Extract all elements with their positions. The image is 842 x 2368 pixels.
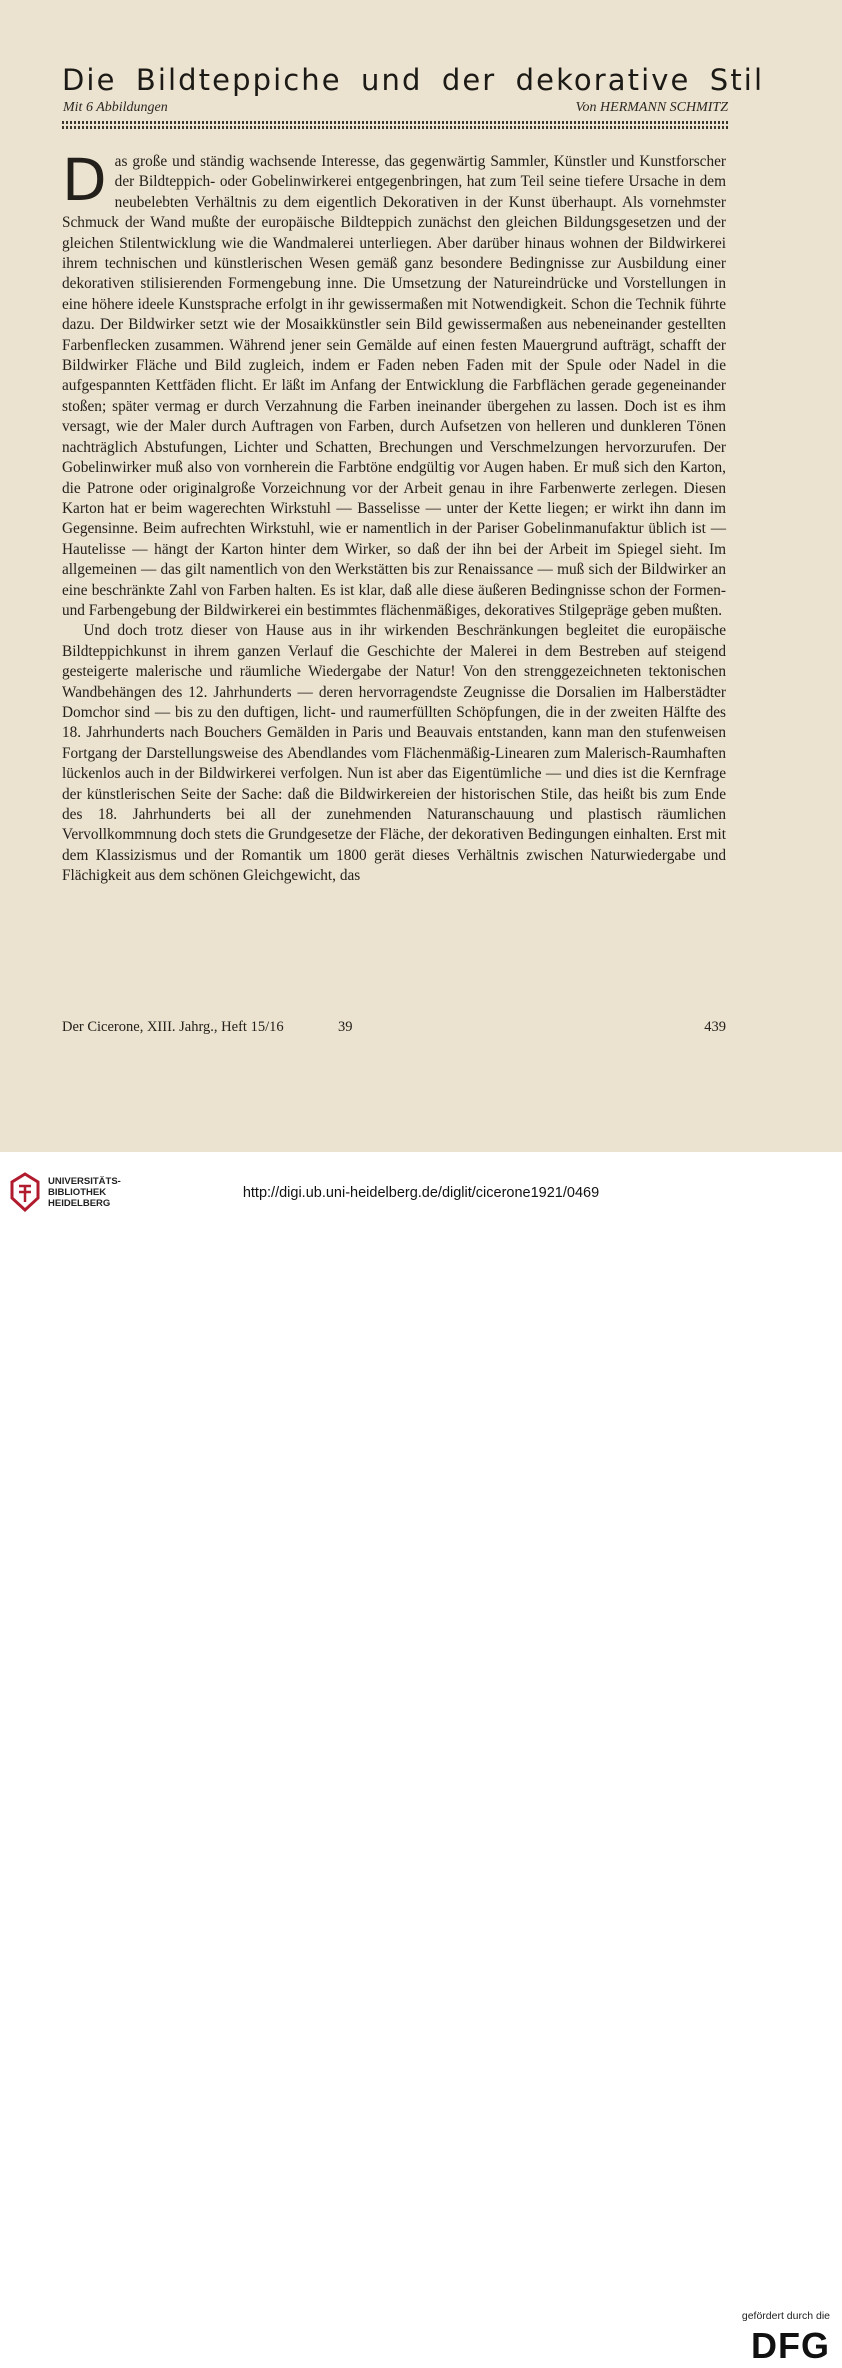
institution-line: HEIDELBERG — [48, 1198, 111, 1209]
dotted-rule — [62, 126, 728, 129]
institution-line: BIBLIOTHEK — [48, 1187, 107, 1198]
paragraph: Und doch trotz dieser von Hause aus in ihr wirkenden Beschränkungen begleitet die europäische Bildteppichkunst in ihrem ganzen Verlauf die Geschichte der Malerei in dem Bestreben auf steigend gesteigerte malerische und räumliche Wiedergabe der Natur! Von den strenggezeichneten tektonischen Wandbehängen des 12. Jahrhunderts — deren hervorragendste Zeugnisse die Dorsalien im Halberstädter Domchor sind — bis zu den duftigen, licht- und raumerfüllten Schöpfungen, die in der zweiten Hälfte des 18. Jahrhunderts nach Bouchers Gemälden in Paris und Beauvais entstanden, kann man den stufenweisen Fortgang der Darstellungsweise des Abendlandes vom Flächenmäßig-Linearen zum Malerisch-Raumhaften lückenlos auch in der Bildwirkerei verfolgen. Nun ist aber das Eigentümliche — und dies ist die Kernfrage der künstlerischen Seite der Sache: daß die Bildwirkereien der historischen Stile, das heißt bis zum Ende des 18. Jahrhunderts bei all der zunehmenden Naturanschauung und plastisch räumlichen Vervollkommnung doch stets die Grundgesetze der Fläche, der dekorativen Bedingungen einhalten. Erst mit dem Klassizismus und der Romantik um 1800 gerät dieses Verhältnis zwischen Naturwiedergabe und Flächigkeit aus dem schönen Gleichgewicht, das — [62, 622, 726, 885]
author-line: Von HERMANN SCHMITZ — [575, 100, 728, 115]
dotted-rule — [62, 121, 728, 124]
illustration-note: Mit 6 Abbildungen — [63, 100, 168, 115]
article-body — [62, 146, 726, 887]
journal-reference: Der Cicerone, XIII. Jahrg., Heft 15/16 — [62, 1019, 284, 1035]
paragraph-text: as große und ständig wachsende Interesse, das gegenwärtig Sammler, Künstler und Kunstforscher der Bildteppich- oder Gobelinwirkerei entgegenbringen, hat zum Teil seine tiefere Ursache in dem neubelebten Verhältnis zu dem eigentlich Dekorativen in der Kunst überhaupt. Als vornehmster Schmuck der Wand mußte der europäische Bildteppich zunächst den gleichen Bildungsgesetzen und der gleichen Stilentwicklung wie die Wandmalerei unterliegen. Aber darüber hinaus wohnen der Bildwirkerei ihrem technischen und künstlerischen Wesen gemäß ganz besondere Bedingnisse zur Ausbildung einer dekorativen stilisierenden Formengebung inne. Die Umsetzung der Natureindrücke und Vorstellungen in eine höhere ideele Kunstsprache erfolgt in ihr gewissermaßen mit Notwendigkeit. Schon die Technik führte dazu. Der Bildwirker setzt wie der Mosaikkünstler sein Bild gewissermaßen aus nebeneinander gestellten Farbenflecken zusammen. Während jener sein Gemälde auf einen festen Mauergrund aufträgt, schafft der Bildwirker Fläche und Bild zugleich, indem er Faden neben Faden mit der Spule oder Nadel in die aufgespannten Kettfäden flicht. Er läßt im Anfang der Entwicklung die Farbflächen gerade gegeneinander stoßen; später vermag er durch Verzahnung die Farben ineinander übergehen zu lassen. Doch ist es ihm versagt, wie der Maler durch Auftragen von Farben, durch Aufsetzen von helleren und dunkleren Tönen nachträglich Abstufungen, Lichter und Schatten, Brechungen und Verschmelzungen hervorzurufen. Der Gobelinwirker muß also von vornherein die Farbtöne endgültig vor Augen haben. Er muß sich den Karton, die Patrone oder originalgroße Vorzeichnung vor der Arbeit genau in ihre Farbenwerte zerlegen. Diesen Karton hat er beim wagerechten Wirkstuhl — Basselisse — unter der Kette liegen; er wirkt ihn dann im Gegensinne. Beim aufrechten Wirkstuhl, wie er namentlich in der Pariser Gobelinmanufaktur üblich ist — Hautelisse — hängt der Karton hinter dem Wirker, so daß der ihn bei der Arbeit im Spiegel sieht. Im allgemeinen — das gilt namentlich von den Werkstätten bis zur Renaissance — muß sich der Bildwirker an eine beschränkte Zahl von Farben halten. Es ist klar, daß alle diese äußeren Bedingnisse schon der Formen- und Farbengebung der Bildwirkerei ein bestimmtes flächenmäßiges, dekoratives Stilgepräge geben mußten. — [62, 153, 726, 619]
dfg-logo: DFG — [751, 2325, 830, 2366]
drop-cap: D — [62, 146, 107, 214]
institution-line: UNIVERSITÄTS- — [48, 1176, 121, 1187]
signature-mark: 39 — [338, 1019, 353, 1035]
funder-caption: gefördert durch die — [741, 2310, 830, 2322]
article-title: Die Bildteppiche und der dekorative Stil — [62, 63, 765, 97]
paragraph — [62, 146, 726, 621]
scanned-page — [0, 0, 842, 1152]
permalink[interactable]: http://digi.ub.uni-heidelberg.de/diglit/cicerone1921/0469 — [242, 1185, 600, 1201]
page-number: 439 — [704, 1019, 726, 1035]
